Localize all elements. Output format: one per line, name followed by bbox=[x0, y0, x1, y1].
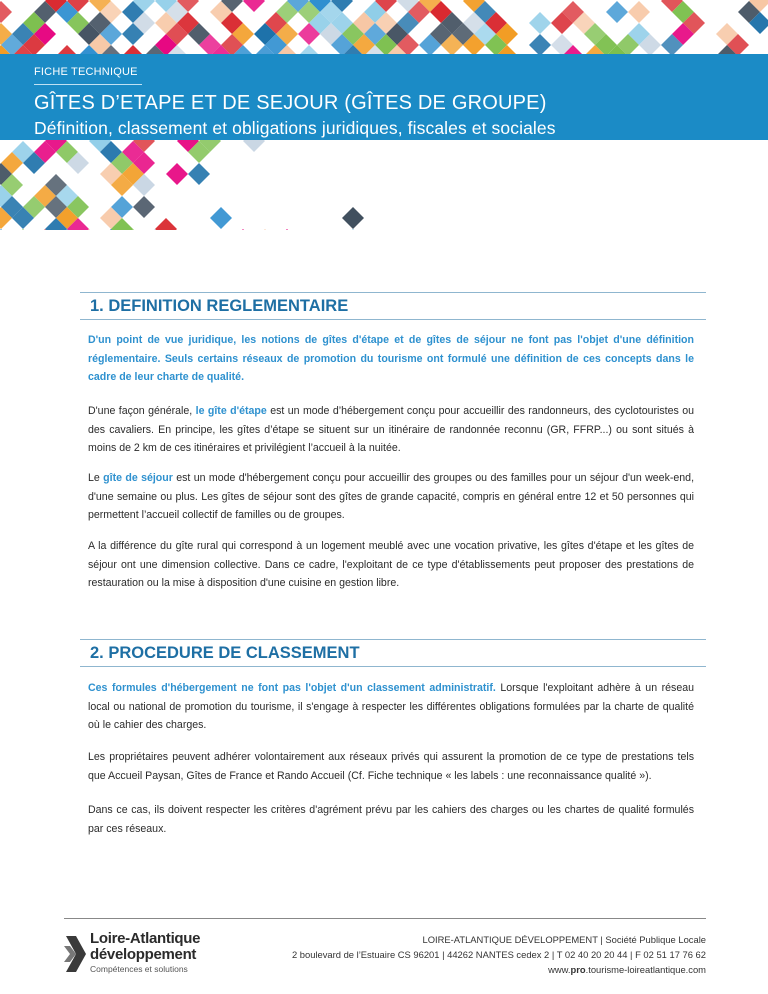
footer-address: 2 boulevard de l’Estuaire CS 96201 | 44262 NANTES cedex 2 | T 02 40 20 20 44 | F 02 51 17 76 62 bbox=[291, 949, 706, 960]
mosaic-tile bbox=[122, 45, 144, 54]
logo-tagline: Compétences et solutions bbox=[90, 964, 188, 974]
mosaic-tile bbox=[133, 196, 155, 218]
mosaic-tile bbox=[342, 207, 364, 229]
title-band bbox=[0, 54, 768, 140]
section-1-paragraph-3: A la différence du gîte rural qui correspond à un logement meublé avec une vocation privative, les gîtes d'étape et les gîtes de séjour ont une dimension collective. Dans ce cadre, l'exploitant de ce type d'établissements peut proposer des prestations de restauration ou la mise à disposition d'une cuisine en gestion libre. bbox=[88, 540, 694, 590]
section-2-paragraph-2: Les propriétaires peuvent adhérer volontairement aux réseaux privés qui assurent la promotion de ce type de prestations tels que Accueil Paysan, Gîtes de France et Rando Accueil (Cf. Fiche technique « les labels : une reconnaissance qualité »). bbox=[88, 751, 694, 782]
logo-wordmark-line1: Loire-Atlantique bbox=[90, 930, 201, 947]
section-1-paragraph-2: Le gîte de séjour est un mode d'hébergement conçu pour accueillir des groupes ou des familles pour un séjour d'un week-end, d'une semaine ou plus. Les gîtes de séjour sont des gîtes de grande capacité, compris en général entre 12 et 50 personnes qui permettent l’accueil collectif de familles ou de groupes. bbox=[88, 472, 695, 522]
mosaic-tile bbox=[166, 163, 188, 185]
mosaic-tile bbox=[276, 229, 298, 230]
section-2-paragraph-1: Ces formules d'hébergement ne font pas l'objet d'un classement administratif. Lorsque l'exploitant adhère à un réseau local ou national de promotion du tourisme, il s'engage à respecter les différentes obligations formulées par la charte de qualité où le cahier des charges. bbox=[88, 682, 695, 732]
mosaic-tile bbox=[232, 229, 254, 230]
section-2-heading bbox=[80, 639, 706, 667]
footer-contact bbox=[292, 932, 706, 977]
footer-website[interactable]: www.pro.tourisme-loireatlantique.com bbox=[548, 964, 706, 975]
mosaic-tile bbox=[188, 163, 210, 185]
section-2-paragraph-3: Dans ce cas, ils doivent respecter les critères d'agrément prévu par les cahiers des charges ou les chartes de qualité formulés par ces réseaux. bbox=[88, 804, 694, 835]
mosaic-tile bbox=[243, 0, 265, 12]
mosaic-tile bbox=[529, 12, 551, 34]
mosaic-tile bbox=[529, 34, 551, 54]
section-1-paragraph-1: D'une façon générale, le gîte d'étape est un mode d’hébergement conçu pour accueillir des randonneurs, des cyclotouristes ou des cavaliers. En principe, les gîtes d’étape se situent sur un itinéraire de randonnée reconnu (GR, FFRP...) ou sont situés à moins de 2 km de ces itinéraires et privilégient l’accueil à la nuitée. bbox=[88, 405, 694, 455]
header-mosaic-bottom bbox=[0, 140, 768, 230]
logo-wordmark-line2: développement bbox=[90, 946, 197, 963]
section-1-heading bbox=[80, 292, 706, 320]
mosaic-tile bbox=[298, 45, 320, 54]
mosaic-tile bbox=[254, 229, 276, 230]
section-2-title: 2. PROCEDURE DE CLASSEMENT bbox=[90, 643, 360, 662]
mosaic-tile bbox=[210, 207, 232, 229]
header-mosaic-top bbox=[0, 0, 768, 54]
document-type-label: FICHE TECHNIQUE bbox=[34, 66, 138, 78]
mosaic-tile bbox=[56, 45, 78, 54]
mosaic-tile bbox=[606, 1, 628, 23]
mosaic-tile bbox=[628, 1, 650, 23]
label-underline bbox=[34, 84, 142, 85]
mosaic-tile bbox=[12, 229, 34, 230]
footer-divider bbox=[64, 918, 706, 919]
logo-chevron-icon bbox=[64, 932, 88, 976]
term-gite-etape: le gîte d'étape bbox=[195, 405, 267, 417]
page-title: GÎTES D’ETAPE ET DE SEJOUR (GÎTES DE GROUPE) bbox=[34, 92, 547, 114]
mosaic-tile bbox=[243, 140, 265, 152]
section-1-lead: D'un point de vue juridique, les notions de gîtes d'étape et de gîtes de séjour ne font pas l'objet d'une définition réglementaire. Seuls certains réseaux de promotion du tourisme ont formulé une définition de ces concepts dans le cadre de leur charte de qualité. bbox=[88, 334, 694, 384]
term-gite-sejour: gîte de séjour bbox=[103, 472, 173, 484]
classification-statement: Ces formules d'hébergement ne font pas l'objet d'un classement administratif. bbox=[88, 682, 496, 694]
mosaic-tile bbox=[342, 229, 364, 230]
mosaic-tile bbox=[0, 229, 12, 230]
section-1-title: 1. DEFINITION REGLEMENTAIRE bbox=[90, 296, 349, 315]
page-subtitle: Définition, classement et obligations juridiques, fiscales et sociales bbox=[34, 118, 556, 138]
organization-logo bbox=[64, 930, 214, 978]
footer-organization: LOIRE-ATLANTIQUE DÉVELOPPEMENT | Société Publique Locale bbox=[422, 934, 706, 945]
mosaic-tile bbox=[155, 218, 177, 230]
mosaic-tile bbox=[0, 1, 12, 23]
